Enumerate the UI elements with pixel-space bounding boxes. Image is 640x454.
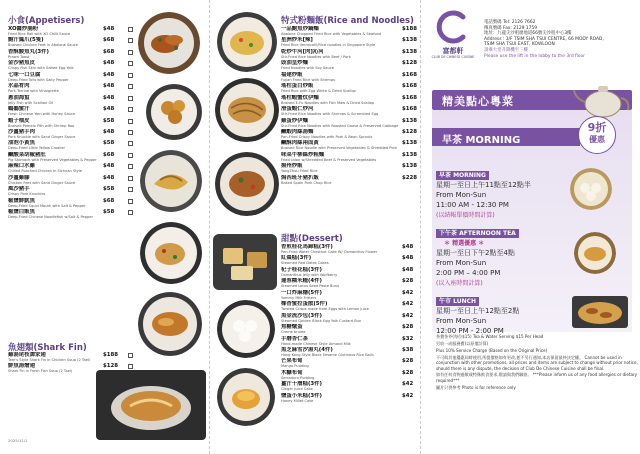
afternoon-subtitle: ＊ 精選優惠 ＊ — [444, 240, 485, 247]
menu-item-name-en: Braised Rice Noodle with Preserved Vegetables & Shredded Pork — [281, 146, 398, 151]
menu-item-name-cn: 麻辣口水雞 — [8, 163, 35, 170]
menu-item-price: $42 — [402, 392, 414, 399]
dish-photo-lunch — [572, 296, 628, 328]
order-checkbox[interactable] — [128, 199, 133, 204]
menu-item-name-cn: 香煎桂花馬蹄糕(3件) — [281, 244, 333, 250]
dish-photo-dimsum-afternoon — [574, 232, 616, 274]
menu-item — [281, 301, 436, 312]
menu-item-name-en: Fried Noodles with Soy Sauce — [281, 66, 334, 71]
rice-noodles-title: 特式粉麵飯(Rice and Noodles) — [281, 16, 414, 26]
menu-item-name-cn: 滑蛋蝦仁炒河 — [281, 106, 314, 113]
menu-item — [8, 129, 138, 140]
dish-photo-noodles — [215, 78, 279, 142]
menu-item — [8, 186, 138, 197]
menu-item-name-en: Deep-Fried Chinese Noodlefish w/Salt & Pepper — [8, 215, 93, 219]
afternoon-label: 下午茶 AFTERNOON TEA — [436, 229, 519, 238]
menu-item — [8, 118, 138, 129]
order-checkbox[interactable] — [128, 96, 133, 101]
menu-item-price: $28 — [402, 278, 414, 285]
menu-item-price: $28 — [402, 369, 414, 376]
morning-banner-title: 早茶 MORNING — [442, 135, 521, 146]
dish-photo-dessert-cake — [213, 234, 277, 290]
menu-item-price: $138 — [402, 117, 418, 124]
order-checkbox[interactable] — [128, 73, 133, 78]
contact-block — [484, 20, 636, 59]
menu-item-price: $58 — [103, 140, 115, 147]
menu-item-name-cn: 豉油皇炒麵 — [281, 60, 308, 67]
menu-item-name-en: Fried Rice Roll with XO Chilli Sauce — [8, 32, 71, 36]
menu-item — [281, 118, 436, 129]
menu-item-name-en: Abalone Chopped Fried Rice with Vegetables & Seafood — [281, 32, 382, 36]
menu-item-price: $128 — [402, 128, 418, 135]
discount-label: 優惠 — [589, 135, 605, 144]
menu-item-price: $188 — [402, 26, 418, 32]
menu-item — [8, 60, 138, 71]
menu-item — [281, 95, 436, 106]
morning-label: 早茶 MORNING — [436, 171, 489, 180]
menu-item-name-cn: 瑤柱蝦蟹炆伊麵 — [281, 94, 319, 101]
order-checkbox[interactable] — [128, 107, 133, 112]
order-checkbox[interactable] — [128, 164, 133, 169]
menu-item — [281, 255, 436, 266]
lunch-days-cn: 星期一至日上午12點至2點 — [436, 307, 520, 315]
menu-item-price: $138 — [402, 151, 418, 158]
dish-photo-pork-knuckle — [138, 292, 202, 356]
restaurant-name-cn: 富都軒 — [442, 47, 464, 55]
menu-item — [8, 209, 138, 220]
menu-item-price: $48 — [402, 266, 414, 273]
photo-note: 圖片只供參考 Photo is for reference only — [436, 384, 516, 390]
order-checkbox[interactable] — [128, 187, 133, 192]
menu-item-price: $48 — [103, 60, 115, 67]
menu-item-name-en: Baked Spain Pork Chop Rice — [281, 180, 332, 185]
appetisers-list — [8, 26, 138, 220]
order-checkbox[interactable] — [128, 176, 133, 181]
menu-item-price: $28 — [402, 358, 414, 365]
menu-item-name-en: Serradura Pudding — [281, 375, 315, 380]
menu-item-price: $58 — [103, 186, 115, 193]
menu-item-name-en: Hong Kong Style Black Sesame Glutinous Rice Balls — [281, 352, 374, 357]
dessert-title: 甜點(Dessert) — [281, 234, 343, 244]
menu-item-name-en: Pig Stomach with Preserved Vegetables & Pepper — [8, 157, 97, 162]
menu-item — [8, 140, 138, 151]
discount-value: 9折 — [587, 121, 607, 134]
menu-item-name-cn: 蔥油海蜇 — [8, 94, 30, 101]
tel: 電話號碼 Tel: 2126 7662 — [484, 20, 536, 25]
menu-item — [281, 358, 436, 369]
morning-days-cn: 星期一至日上午11點至12點半 — [436, 181, 531, 189]
menu-item — [281, 83, 436, 94]
dish-photo-fried-rice — [217, 12, 277, 72]
order-checkbox[interactable] — [128, 61, 133, 66]
menu-item — [8, 198, 138, 209]
dish-photo-glutinous-rice — [217, 300, 275, 358]
address-en-2: TSIM SHA TSUI EAST, KOWLOON — [484, 42, 555, 48]
menu-item-name-cn: 鹹蝦肉絲湯麵 — [281, 128, 314, 135]
teapot-illustration — [570, 78, 636, 120]
menu-item — [281, 393, 436, 404]
menu-item-name-cn: 一口炸麻糬(5件) — [281, 289, 323, 296]
menu-item-price: $138 — [402, 140, 418, 147]
dish-photo-fish-skin — [140, 150, 202, 212]
order-checkbox[interactable] — [128, 50, 133, 55]
menu-item-name-en: Steamed Lotus Seed Paste Buns — [281, 284, 339, 289]
menu-item-name-en: Jelly Fish with Scallion Oil — [8, 100, 54, 105]
menu-item-name-cn: XO醬炒腸粉 — [8, 26, 39, 32]
menu-item — [8, 49, 138, 60]
menu-item-price: $32 — [402, 335, 414, 342]
menu-item — [8, 72, 138, 83]
menu-item-price: $128 — [103, 363, 119, 370]
menu-item-price: $42 — [402, 289, 414, 296]
menu-item-name-cn: 鹹酸菜胡椒豬肚 — [8, 151, 46, 158]
menu-item — [281, 175, 436, 186]
menu-item-name-en: Stir-Fried Rice Noodles with Roasted Goose & Preserved Cabbage — [281, 123, 399, 128]
menu-item-price: $228 — [402, 174, 418, 181]
tea-charge: 茶費茶芥(每位$15) Tea & Water Serving $15 Per Head — [436, 334, 544, 339]
menu-item — [8, 152, 138, 163]
menu-item — [281, 313, 436, 324]
dish-photo-mango-pudding — [217, 368, 275, 426]
service-charge-en: Plus 10% Service Charge (Based on the Original Price) — [436, 347, 548, 353]
menu-item-price: $48 — [103, 71, 115, 78]
menu-item-name-cn: 鹽蛋小米糕(3件) — [281, 392, 323, 399]
menu-item-name-en: Braised Chicken Feet in Abalone Sauce — [8, 43, 78, 48]
menu-item — [281, 267, 436, 278]
menu-item-name-en: Honey Millet Cake — [281, 398, 314, 403]
menu-item-price: $138 — [402, 48, 418, 55]
menu-item — [281, 26, 436, 37]
menu-item-name-cn: 七味一口豆腐 — [8, 71, 41, 78]
menu-item — [281, 49, 436, 60]
menu-item-name-cn: 蝦子柚皮 — [8, 117, 30, 124]
menu-item-name-cn: 沙薑豬手肉 — [8, 128, 35, 135]
dimsum-banner-title: 精美點心粵菜 — [442, 95, 514, 108]
menu-item — [8, 163, 138, 174]
menu-item-name-en: YangZhou Fried Rice — [281, 169, 318, 174]
menu-item-name-en: Shark Fin in Fresh Fish Soup (2 Tael) — [8, 369, 73, 374]
menu-item-price: $42 — [402, 381, 414, 388]
menu-item-name-cn: 椒鹽鮮魷魚 — [8, 197, 35, 204]
menu-item-name-en: Yummy Milk Fritters — [281, 295, 317, 300]
menu-item-name-cn: 鮑汁鳳爪(5隻) — [8, 37, 44, 44]
menu-item-name-en: Pork Knuckle with Sand Ginger Sauce — [8, 134, 76, 139]
menu-item-name-cn: 沙薑雞腳 — [8, 174, 30, 181]
menu-item-name-cn: 焦糖燉蛋 — [281, 324, 303, 331]
menu-item — [8, 352, 138, 363]
service-charge-cn: 另收一成服務費(以原價計算) — [436, 340, 489, 346]
appetisers-title: 小食(Appetisers) — [8, 16, 85, 26]
menu-date: 2025/11/1 — [8, 438, 28, 443]
dish-photo-udon — [215, 152, 279, 216]
menu-item — [281, 290, 436, 301]
menu-item-name-en: Braised E-Fu Noodles with Fish Maw & Dried Scallop — [281, 100, 375, 105]
menu-item-price: $38 — [402, 346, 414, 353]
menu-item-name-cn: 薑汁千層糕(3件) — [281, 381, 323, 388]
menu-item — [281, 324, 436, 335]
menu-item-name-en: Tam's Style Shark Fin in Chicken Soup (2 Tael) — [8, 358, 91, 362]
discount-badge — [578, 116, 616, 154]
menu-item — [8, 175, 138, 186]
menu-item-price: $138 — [402, 163, 418, 170]
menu-item-name-en: Pan-Fried Crispy Noodles with Pork & Bean Sprouts — [281, 134, 373, 139]
menu-item-price: $168 — [402, 94, 418, 101]
menu-item — [8, 106, 138, 117]
menu-item-name-en: Twisted Crisps made from Eggs with Lemon Juice — [281, 307, 369, 312]
menu-item-name-cn: 鶴鵝蜜汁 — [8, 106, 30, 113]
menu-item-name-cn: 雞蛋炒伊麵 — [281, 117, 308, 124]
menu-item-price: $42 — [402, 301, 414, 308]
menu-item-name-cn: 蓮蓉糯米糍(4件) — [281, 278, 323, 285]
menu-item-name-cn: 黑芝麻雪汐湯丸(4件) — [281, 346, 333, 353]
menu-item — [8, 83, 138, 94]
menu-item-name-cn: 手磨杏仁茶 — [281, 335, 308, 342]
menu-item — [281, 244, 436, 255]
menu-item-name-cn: 焗西班牙豬扒飯 — [281, 174, 319, 181]
menu-item-price: $48 — [103, 26, 115, 32]
menu-item-name-en: Deep-Fried Tofu with Salty Pepper — [8, 77, 69, 82]
menu-item — [8, 26, 138, 37]
menu-item-price: $48 — [402, 244, 414, 250]
afternoon-days-en: From Mon-Sun — [436, 259, 487, 267]
order-checkbox[interactable] — [128, 364, 133, 369]
menu-item-price: $68 — [103, 197, 115, 204]
restaurant-name-en: CLUB DE CHINESE CUISINE — [431, 55, 475, 59]
menu-item-name-en: Crispy Fish Skin with Salted Egg Yolk — [8, 66, 74, 71]
menu-item-name-cn: 杞子桂花糕(3件) — [281, 266, 323, 273]
afternoon-days-cn: 星期一至日下午2點至4點 — [436, 249, 515, 257]
restaurant-logo — [436, 10, 470, 44]
menu-item-name-en: Braised Pomelo Pith with Shrimp Roe — [8, 123, 75, 128]
menu-item-name-en: Steamed Red Dates Cakes — [281, 261, 329, 266]
menu-item-name-cn: 木糠布甸 — [281, 369, 303, 376]
dish-photo-shark-fin — [96, 370, 206, 440]
morning-note: (以結帳單價時間計算) — [436, 212, 495, 219]
menu-item-name-cn: 椒鹽白飯魚 — [8, 209, 35, 215]
menu-item — [281, 106, 436, 117]
menu-item-name-cn: 鹹酥肉絲兩面黃 — [281, 140, 319, 147]
menu-item-name-en: Chicken Feet with Sand Ginger Sauce — [8, 180, 76, 185]
menu-item-name-cn: 芒果布甸 — [281, 358, 303, 365]
menu-item-name-en: Prawn Toast — [8, 54, 30, 59]
menu-item-name-en: Stir-Fried Rice Noodles with Shrimps & Scrambled Egg — [281, 112, 379, 117]
order-checkbox[interactable] — [128, 130, 133, 135]
menu-item-price: $42 — [402, 312, 414, 319]
menu-item-name-en: Creme brulee — [281, 330, 306, 335]
menu-item-price: $168 — [402, 83, 418, 90]
order-checkbox[interactable] — [128, 38, 133, 43]
menu-item-name-cn: 福建炒飯 — [281, 71, 303, 78]
menu-item-name-cn: 香酥鯪魚丸(3件) — [8, 48, 50, 55]
menu-item-name-cn: 味菜牛柳絲炒粗麵 — [281, 151, 325, 158]
address-cn: 地址：九龍尖沙咀麼地道66號尖沙咀中心3樓 — [484, 31, 572, 37]
menu-item-price: $48 — [402, 255, 414, 262]
dish-photo-prawn-toast — [146, 84, 202, 140]
morning-days-en: From Mon-Sun — [436, 191, 487, 199]
menu-item-price: $168 — [402, 71, 418, 78]
menu-item — [281, 163, 436, 174]
dish-photo-squid — [140, 222, 202, 284]
menu-item — [281, 336, 436, 347]
dish-photo-dimsum-morning — [570, 168, 612, 210]
menu-item-name-cn: 揚州炒飯 — [281, 163, 303, 170]
menu-item-name-cn: 瑤柱蛋白炒飯 — [281, 83, 314, 90]
menu-item — [281, 152, 436, 163]
menu-item-name-en: Hand-made Chinese Style Almond Milk — [281, 341, 351, 346]
menu-item-name-en: Deep-Fried Squid Mouth with Salt & Pepper — [8, 203, 86, 208]
lift-note-cn: 請乘大堂升降機至三樓 — [484, 47, 528, 53]
rice-noodles-list — [281, 26, 436, 186]
rice-dessert-column — [211, 0, 421, 454]
menu-item-name-en: Fried Rice with Egg White & Dried Scallop — [281, 89, 356, 94]
menu-item-name-en: Chilled Poached Chicken in Sichuan Style — [8, 169, 82, 174]
menu-item-name-cn: 金沙豬魚皮 — [8, 60, 35, 67]
menu-item — [281, 129, 436, 140]
menu-item — [281, 381, 436, 392]
menu-item-name-en: Fried Udon w/Shredded Beef & Preserved Vegetables — [281, 157, 377, 162]
dish-photo-rice-roll — [138, 12, 200, 74]
menu-item — [281, 140, 436, 151]
morning-time: 11:00 AM - 12:30 PM — [436, 201, 509, 209]
lunch-label: 午市 LUNCH — [436, 297, 479, 306]
menu-item-name-cn: 風沙豬手 — [8, 186, 30, 193]
menu-item-name-cn: 水晶肴肉 — [8, 83, 30, 90]
menu-item-name-en: Pork Terrine with Vinaigrette — [8, 89, 59, 94]
menu-item-price: $48 — [103, 94, 115, 101]
disclaimer: 不可與其他優惠同時使用,所提價格如有更改,恕不另行通知,本店保留最終決定權。 Cannot be used in conjunction with other promotions, all prices and items are subject to change without prior notice, should there is any dispute, the decision of Club De Chinese Cuisine shall be final. — [436, 354, 638, 371]
menu-item-price: $58 — [103, 209, 115, 215]
menu-item-name-en: Osmanthus Jelly with Wolfberry — [281, 272, 338, 277]
menu-item-price: $138 — [402, 37, 418, 44]
menu-item-name-en: Fujian Fried Rice with Shrimps — [281, 77, 335, 82]
menu-item-name-en: Fresh Chinese Yam with Honey Sauce — [8, 112, 76, 117]
menu-item-price: $188 — [103, 352, 119, 358]
order-checkbox[interactable] — [128, 84, 133, 89]
lunch-time: 12:00 PM - 2:00 PM — [436, 327, 504, 335]
menu-item-name-en: Stir-Fried Rice Noodles with Beef / Pork — [281, 54, 351, 59]
lift-note-en: Please use the lift in the lobby to the 3rd floor — [484, 53, 585, 59]
menu-item-name-cn: 黑金流沙包(3件) — [281, 312, 323, 319]
menu-item-name-en: Fried Rice Vermicelli/Rice noodles in Singapore Style — [281, 43, 376, 48]
menu-item-name-cn: 紅棗糕(3件) — [281, 255, 312, 262]
appetisers-column — [0, 0, 210, 454]
shark-fin-title: 魚翅類(Shark Fin) — [8, 343, 87, 353]
menu-item-price: $68 — [103, 37, 115, 44]
info-column — [422, 0, 640, 454]
menu-item-name-cn: 椰香蜜拉蛋散(5件) — [281, 301, 328, 308]
menu-item — [8, 95, 138, 106]
menu-item-name-cn: 星洲炒米[辣] — [281, 37, 313, 44]
menu-item-price: $48 — [103, 163, 115, 170]
menu-item-name-en: Pan-Fried Water Chestnut Cake W/ Osmanthus Flower — [281, 250, 378, 254]
menu-item-name-cn: 油泡小黃魚 — [8, 140, 35, 147]
menu-item-price: $48 — [103, 83, 115, 90]
lunch-days-en: From Mon-Sun — [436, 317, 487, 325]
menu-item-name-cn: 乾炒牛河[肉]沁河 — [281, 48, 324, 55]
menu-item-name-cn: 雞湯尾枝譚家翅 — [8, 352, 46, 358]
menu-item-price: $68 — [103, 48, 115, 55]
order-checkbox[interactable] — [128, 353, 133, 358]
menu-item-price: $168 — [402, 106, 418, 113]
menu-item-name-en: Mango Pudding — [281, 364, 309, 369]
menu-item-price: $48 — [103, 174, 115, 181]
menu-item-name-en: Ginger Juice Cake — [281, 387, 313, 392]
menu-item-name-en: Crispy Pork Knuckles — [8, 192, 46, 197]
order-checkbox[interactable] — [128, 210, 133, 215]
menu-item-price: $28 — [402, 324, 414, 331]
menu-item — [281, 60, 436, 71]
fax: 傳真號碼 Fax: 2129 1759 — [484, 25, 537, 31]
menu-item-name-cn: 鮮魚湯燴翅 — [8, 363, 35, 370]
order-checkbox[interactable] — [128, 141, 133, 146]
afternoon-note: (以入座時間計算) — [436, 280, 483, 287]
menu-item — [281, 370, 436, 381]
menu-item — [281, 72, 436, 83]
menu-item — [281, 37, 436, 48]
menu-item — [8, 37, 138, 48]
menu-item — [281, 278, 436, 289]
dessert-list — [281, 244, 436, 404]
terms-notes — [436, 334, 638, 392]
menu-item-name-en: Deep-Fried Little Yellow Croaker — [8, 146, 66, 151]
menu-item-name-en: Steamed Golden Black Egg Yolk Custard Bun — [281, 318, 362, 323]
order-checkbox[interactable] — [128, 153, 133, 158]
afternoon-time: 2:00 PM – 4:00 PM — [436, 269, 501, 277]
menu-item-price: $128 — [402, 60, 418, 67]
allergy-note: 如有任何食物過敏或特殊飲食要求,敬請與我們聯絡。 ***Please inform us of any food allergies or dietary required*** — [436, 372, 638, 383]
address-en-1: Address : 3/F TSIM SHA TSUI CENTRE, 66 MODY ROAD, — [484, 36, 604, 42]
menu-item-price: $48 — [103, 106, 115, 113]
menu-item-price: $68 — [103, 151, 115, 158]
menu-item — [281, 347, 436, 358]
order-checkbox[interactable] — [128, 27, 133, 32]
menu-item-name-cn: 一品鮑魚炒鍋麵 — [281, 26, 319, 32]
menu-item-price: $58 — [103, 117, 115, 124]
order-checkbox[interactable] — [128, 119, 133, 124]
menu-item-price: $48 — [103, 128, 115, 135]
